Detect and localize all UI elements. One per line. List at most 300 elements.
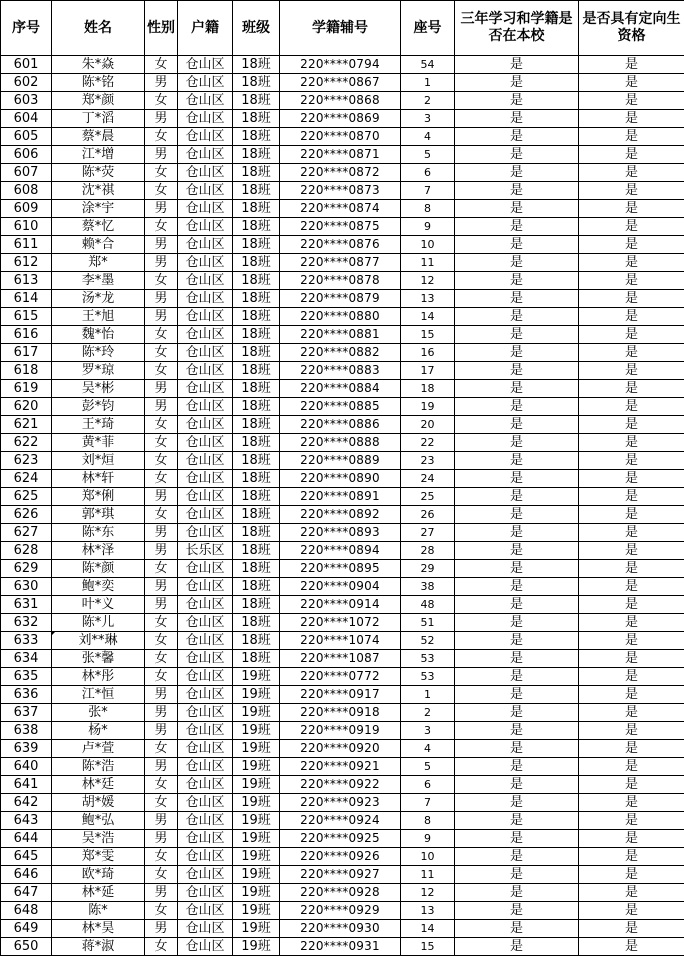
cell-hukou: 仓山区 xyxy=(178,236,233,254)
cell-three-years: 是 xyxy=(455,56,579,74)
cell-seat: 8 xyxy=(401,812,455,830)
cell-qualified: 是 xyxy=(579,506,684,524)
cell-three-years: 是 xyxy=(455,704,579,722)
cell-class: 18班 xyxy=(233,344,280,362)
cell-class: 18班 xyxy=(233,146,280,164)
cell-seat: 7 xyxy=(401,794,455,812)
cell-name: 蔡*晨 xyxy=(52,128,145,146)
cell-gender: 女 xyxy=(145,938,178,956)
cell-hukou: 仓山区 xyxy=(178,794,233,812)
cell-student-id: 220****0890 xyxy=(280,470,401,488)
cell-name: 赖*合 xyxy=(52,236,145,254)
cell-gender: 女 xyxy=(145,218,178,236)
cell-qualified: 是 xyxy=(579,650,684,668)
cell-gender: 男 xyxy=(145,704,178,722)
table-row xyxy=(1,236,684,254)
cell-name: 陈*颜 xyxy=(52,560,145,578)
cell-class: 19班 xyxy=(233,776,280,794)
cell-no: 621 xyxy=(1,416,52,434)
cell-class: 19班 xyxy=(233,830,280,848)
cell-qualified: 是 xyxy=(579,524,684,542)
cell-hukou: 仓山区 xyxy=(178,92,233,110)
cell-three-years: 是 xyxy=(455,506,579,524)
cell-class: 18班 xyxy=(233,560,280,578)
cell-gender: 男 xyxy=(145,596,178,614)
cell-gender: 女 xyxy=(145,56,178,74)
cell-qualified: 是 xyxy=(579,182,684,200)
cell-student-id: 220****0928 xyxy=(280,884,401,902)
cell-student-id: 220****0917 xyxy=(280,686,401,704)
cell-seat: 10 xyxy=(401,236,455,254)
cell-name: 李*墨 xyxy=(52,272,145,290)
cell-gender: 男 xyxy=(145,722,178,740)
cell-class: 19班 xyxy=(233,794,280,812)
cell-no: 637 xyxy=(1,704,52,722)
cell-class: 18班 xyxy=(233,380,280,398)
cell-gender: 男 xyxy=(145,884,178,902)
cell-name: 陈*儿 xyxy=(52,614,145,632)
cell-no: 643 xyxy=(1,812,52,830)
cell-student-id: 220****0922 xyxy=(280,776,401,794)
header-row xyxy=(1,1,684,56)
table-row xyxy=(1,398,684,416)
cell-hukou: 仓山区 xyxy=(178,776,233,794)
cell-no: 614 xyxy=(1,290,52,308)
cell-name: 江*增 xyxy=(52,146,145,164)
cell-qualified: 是 xyxy=(579,218,684,236)
cell-student-id: 220****0884 xyxy=(280,380,401,398)
cell-student-id: 220****0929 xyxy=(280,902,401,920)
cell-gender: 女 xyxy=(145,128,178,146)
cell-no: 648 xyxy=(1,902,52,920)
cell-hukou: 仓山区 xyxy=(178,398,233,416)
cell-no: 612 xyxy=(1,254,52,272)
cell-name: 鲍*奕 xyxy=(52,578,145,596)
cell-class: 18班 xyxy=(233,308,280,326)
cell-student-id: 220****0893 xyxy=(280,524,401,542)
cell-student-id: 220****0927 xyxy=(280,866,401,884)
cell-class: 18班 xyxy=(233,506,280,524)
cell-no: 650 xyxy=(1,938,52,956)
cell-student-id: 220****1074 xyxy=(280,632,401,650)
cell-name: 鲍*弘 xyxy=(52,812,145,830)
cell-class: 18班 xyxy=(233,596,280,614)
cell-seat: 53 xyxy=(401,650,455,668)
table-row xyxy=(1,614,684,632)
cell-student-id: 220****0873 xyxy=(280,182,401,200)
cell-no: 639 xyxy=(1,740,52,758)
cell-class: 18班 xyxy=(233,452,280,470)
cell-no: 642 xyxy=(1,794,52,812)
cell-student-id: 220****0925 xyxy=(280,830,401,848)
cell-three-years: 是 xyxy=(455,290,579,308)
header-hukou: 户籍 xyxy=(178,1,233,56)
cell-three-years: 是 xyxy=(455,434,579,452)
cell-student-id: 220****0891 xyxy=(280,488,401,506)
cell-seat: 54 xyxy=(401,56,455,74)
cell-hukou: 仓山区 xyxy=(178,254,233,272)
cell-name: 张*馨 xyxy=(52,650,145,668)
cell-three-years: 是 xyxy=(455,722,579,740)
cell-name: 陈*东 xyxy=(52,524,145,542)
cell-gender: 女 xyxy=(145,848,178,866)
cell-student-id: 220****0876 xyxy=(280,236,401,254)
cell-hukou: 仓山区 xyxy=(178,290,233,308)
cell-gender: 女 xyxy=(145,272,178,290)
header-name: 姓名 xyxy=(52,1,145,56)
cell-no: 629 xyxy=(1,560,52,578)
cell-class: 19班 xyxy=(233,668,280,686)
cell-no: 625 xyxy=(1,488,52,506)
cell-no: 601 xyxy=(1,56,52,74)
cell-qualified: 是 xyxy=(579,380,684,398)
cell-student-id: 220****0885 xyxy=(280,398,401,416)
cell-qualified: 是 xyxy=(579,830,684,848)
cell-hukou: 仓山区 xyxy=(178,182,233,200)
cell-three-years: 是 xyxy=(455,200,579,218)
cell-gender: 女 xyxy=(145,794,178,812)
cell-no: 607 xyxy=(1,164,52,182)
table-row xyxy=(1,488,684,506)
cell-seat: 14 xyxy=(401,308,455,326)
cell-no: 605 xyxy=(1,128,52,146)
cell-seat: 51 xyxy=(401,614,455,632)
table-row xyxy=(1,200,684,218)
cell-name: 郑*雯 xyxy=(52,848,145,866)
header-seat: 座号 xyxy=(401,1,455,56)
cell-qualified: 是 xyxy=(579,308,684,326)
cell-seat: 12 xyxy=(401,884,455,902)
cell-three-years: 是 xyxy=(455,632,579,650)
cell-name: 朱*焱 xyxy=(52,56,145,74)
cell-three-years: 是 xyxy=(455,398,579,416)
cell-seat: 23 xyxy=(401,452,455,470)
cell-name: 汤*龙 xyxy=(52,290,145,308)
cell-no: 644 xyxy=(1,830,52,848)
cell-name: 王*琦 xyxy=(52,416,145,434)
cell-class: 18班 xyxy=(233,542,280,560)
cell-hukou: 仓山区 xyxy=(178,614,233,632)
cell-seat: 14 xyxy=(401,920,455,938)
cell-hukou: 仓山区 xyxy=(178,740,233,758)
cell-qualified: 是 xyxy=(579,632,684,650)
cell-gender: 男 xyxy=(145,758,178,776)
cell-no: 611 xyxy=(1,236,52,254)
cell-seat: 48 xyxy=(401,596,455,614)
cell-gender: 女 xyxy=(145,614,178,632)
cell-gender: 女 xyxy=(145,776,178,794)
cell-qualified: 是 xyxy=(579,542,684,560)
cell-qualified: 是 xyxy=(579,488,684,506)
cell-seat: 28 xyxy=(401,542,455,560)
cell-no: 618 xyxy=(1,362,52,380)
cell-no: 608 xyxy=(1,182,52,200)
cell-hukou: 仓山区 xyxy=(178,488,233,506)
table-row xyxy=(1,686,684,704)
cell-hukou: 仓山区 xyxy=(178,164,233,182)
cell-class: 18班 xyxy=(233,326,280,344)
cell-gender: 女 xyxy=(145,362,178,380)
cell-three-years: 是 xyxy=(455,92,579,110)
cell-hukou: 仓山区 xyxy=(178,272,233,290)
cell-three-years: 是 xyxy=(455,596,579,614)
cell-qualified: 是 xyxy=(579,56,684,74)
cell-gender: 男 xyxy=(145,686,178,704)
cell-hukou: 仓山区 xyxy=(178,650,233,668)
cell-gender: 女 xyxy=(145,470,178,488)
cell-name: 刘*烜 xyxy=(52,452,145,470)
cell-seat: 52 xyxy=(401,632,455,650)
cell-three-years: 是 xyxy=(455,560,579,578)
cell-three-years: 是 xyxy=(455,182,579,200)
cell-gender: 男 xyxy=(145,812,178,830)
cell-class: 18班 xyxy=(233,524,280,542)
cell-comment-marker xyxy=(52,631,56,635)
cell-no: 638 xyxy=(1,722,52,740)
cell-seat: 4 xyxy=(401,740,455,758)
cell-three-years: 是 xyxy=(455,902,579,920)
table-row xyxy=(1,884,684,902)
cell-name: 吴*彬 xyxy=(52,380,145,398)
cell-student-id: 220****0868 xyxy=(280,92,401,110)
cell-name: 张* xyxy=(52,704,145,722)
cell-hukou: 仓山区 xyxy=(178,470,233,488)
cell-gender: 男 xyxy=(145,398,178,416)
cell-gender: 男 xyxy=(145,146,178,164)
cell-no: 615 xyxy=(1,308,52,326)
cell-three-years: 是 xyxy=(455,776,579,794)
cell-student-id: 220****1087 xyxy=(280,650,401,668)
cell-qualified: 是 xyxy=(579,794,684,812)
cell-gender: 男 xyxy=(145,920,178,938)
cell-hukou: 仓山区 xyxy=(178,938,233,956)
cell-student-id: 220****0878 xyxy=(280,272,401,290)
cell-qualified: 是 xyxy=(579,902,684,920)
cell-student-id: 220****0879 xyxy=(280,290,401,308)
cell-name: 叶*义 xyxy=(52,596,145,614)
table-row xyxy=(1,938,684,956)
cell-class: 18班 xyxy=(233,470,280,488)
cell-seat: 2 xyxy=(401,704,455,722)
cell-name: 陈*铭 xyxy=(52,74,145,92)
cell-qualified: 是 xyxy=(579,290,684,308)
cell-three-years: 是 xyxy=(455,380,579,398)
cell-three-years: 是 xyxy=(455,686,579,704)
cell-class: 18班 xyxy=(233,650,280,668)
cell-name: 黄*菲 xyxy=(52,434,145,452)
cell-class: 18班 xyxy=(233,92,280,110)
cell-qualified: 是 xyxy=(579,200,684,218)
cell-no: 613 xyxy=(1,272,52,290)
cell-seat: 12 xyxy=(401,272,455,290)
cell-three-years: 是 xyxy=(455,218,579,236)
cell-qualified: 是 xyxy=(579,776,684,794)
cell-seat: 27 xyxy=(401,524,455,542)
cell-three-years: 是 xyxy=(455,614,579,632)
header-gender: 性别 xyxy=(145,1,178,56)
cell-no: 617 xyxy=(1,344,52,362)
table-row xyxy=(1,254,684,272)
cell-student-id: 220****0883 xyxy=(280,362,401,380)
cell-qualified: 是 xyxy=(579,110,684,128)
cell-seat: 6 xyxy=(401,776,455,794)
table-row xyxy=(1,920,684,938)
cell-qualified: 是 xyxy=(579,704,684,722)
cell-no: 630 xyxy=(1,578,52,596)
cell-hukou: 仓山区 xyxy=(178,578,233,596)
cell-gender: 男 xyxy=(145,290,178,308)
table-row xyxy=(1,272,684,290)
header-class: 班级 xyxy=(233,1,280,56)
cell-name: 林*彤 xyxy=(52,668,145,686)
cell-qualified: 是 xyxy=(579,614,684,632)
cell-gender: 女 xyxy=(145,92,178,110)
cell-seat: 29 xyxy=(401,560,455,578)
cell-seat: 13 xyxy=(401,290,455,308)
cell-student-id: 220****0867 xyxy=(280,74,401,92)
header-qualified: 是否具有定向生资格 xyxy=(579,1,684,56)
cell-name: 彭*钧 xyxy=(52,398,145,416)
table-row xyxy=(1,380,684,398)
cell-hukou: 仓山区 xyxy=(178,722,233,740)
cell-qualified: 是 xyxy=(579,758,684,776)
cell-class: 18班 xyxy=(233,200,280,218)
cell-hukou: 长乐区 xyxy=(178,542,233,560)
cell-name: 吴*浩 xyxy=(52,830,145,848)
cell-seat: 38 xyxy=(401,578,455,596)
cell-name: 郑* xyxy=(52,254,145,272)
cell-no: 649 xyxy=(1,920,52,938)
cell-three-years: 是 xyxy=(455,884,579,902)
cell-student-id: 220****0886 xyxy=(280,416,401,434)
cell-class: 18班 xyxy=(233,254,280,272)
cell-three-years: 是 xyxy=(455,488,579,506)
cell-name: 江*恒 xyxy=(52,686,145,704)
table-row xyxy=(1,92,684,110)
cell-seat: 7 xyxy=(401,182,455,200)
table-row xyxy=(1,470,684,488)
cell-three-years: 是 xyxy=(455,740,579,758)
cell-seat: 20 xyxy=(401,416,455,434)
cell-hukou: 仓山区 xyxy=(178,812,233,830)
cell-name: 王*旭 xyxy=(52,308,145,326)
cell-gender: 男 xyxy=(145,236,178,254)
cell-hukou: 仓山区 xyxy=(178,434,233,452)
cell-qualified: 是 xyxy=(579,434,684,452)
cell-class: 19班 xyxy=(233,740,280,758)
cell-three-years: 是 xyxy=(455,920,579,938)
cell-three-years: 是 xyxy=(455,848,579,866)
cell-no: 623 xyxy=(1,452,52,470)
cell-three-years: 是 xyxy=(455,668,579,686)
cell-hukou: 仓山区 xyxy=(178,416,233,434)
cell-name: 林*昊 xyxy=(52,920,145,938)
cell-student-id: 220****0904 xyxy=(280,578,401,596)
cell-seat: 3 xyxy=(401,110,455,128)
cell-gender: 女 xyxy=(145,416,178,434)
cell-three-years: 是 xyxy=(455,272,579,290)
cell-gender: 女 xyxy=(145,668,178,686)
cell-name: 蒋*淑 xyxy=(52,938,145,956)
cell-three-years: 是 xyxy=(455,74,579,92)
cell-student-id: 220****0875 xyxy=(280,218,401,236)
cell-name: 郭*琪 xyxy=(52,506,145,524)
cell-qualified: 是 xyxy=(579,452,684,470)
cell-gender: 女 xyxy=(145,326,178,344)
cell-no: 603 xyxy=(1,92,52,110)
cell-student-id: 220****0894 xyxy=(280,542,401,560)
cell-three-years: 是 xyxy=(455,794,579,812)
cell-qualified: 是 xyxy=(579,740,684,758)
cell-student-id: 220****0892 xyxy=(280,506,401,524)
cell-three-years: 是 xyxy=(455,938,579,956)
table-row xyxy=(1,812,684,830)
cell-qualified: 是 xyxy=(579,938,684,956)
cell-hukou: 仓山区 xyxy=(178,686,233,704)
cell-three-years: 是 xyxy=(455,146,579,164)
cell-gender: 男 xyxy=(145,524,178,542)
cell-hukou: 仓山区 xyxy=(178,560,233,578)
cell-seat: 15 xyxy=(401,938,455,956)
cell-student-id: 220****0919 xyxy=(280,722,401,740)
cell-hukou: 仓山区 xyxy=(178,344,233,362)
table-row xyxy=(1,758,684,776)
cell-name: 胡*媛 xyxy=(52,794,145,812)
table-row xyxy=(1,740,684,758)
cell-no: 620 xyxy=(1,398,52,416)
table-row xyxy=(1,218,684,236)
cell-class: 18班 xyxy=(233,434,280,452)
table-row xyxy=(1,704,684,722)
header-student-id: 学籍辅号 xyxy=(280,1,401,56)
cell-gender: 女 xyxy=(145,164,178,182)
cell-no: 646 xyxy=(1,866,52,884)
cell-no: 626 xyxy=(1,506,52,524)
cell-seat: 13 xyxy=(401,902,455,920)
cell-gender: 男 xyxy=(145,308,178,326)
cell-name: 卢*萱 xyxy=(52,740,145,758)
cell-qualified: 是 xyxy=(579,578,684,596)
table-row xyxy=(1,290,684,308)
cell-class: 18班 xyxy=(233,236,280,254)
cell-no: 619 xyxy=(1,380,52,398)
cell-hukou: 仓山区 xyxy=(178,632,233,650)
cell-qualified: 是 xyxy=(579,74,684,92)
cell-qualified: 是 xyxy=(579,920,684,938)
cell-gender: 男 xyxy=(145,830,178,848)
cell-name: 蔡*忆 xyxy=(52,218,145,236)
cell-three-years: 是 xyxy=(455,236,579,254)
cell-seat: 4 xyxy=(401,128,455,146)
cell-student-id: 220****0914 xyxy=(280,596,401,614)
cell-student-id: 220****0877 xyxy=(280,254,401,272)
table-row xyxy=(1,326,684,344)
cell-gender: 男 xyxy=(145,488,178,506)
cell-qualified: 是 xyxy=(579,884,684,902)
table-row xyxy=(1,632,684,650)
cell-name: 刘**琳 xyxy=(52,632,145,650)
cell-student-id: 220****0871 xyxy=(280,146,401,164)
cell-no: 640 xyxy=(1,758,52,776)
cell-class: 18班 xyxy=(233,632,280,650)
cell-seat: 11 xyxy=(401,866,455,884)
table-row xyxy=(1,722,684,740)
cell-student-id: 220****0924 xyxy=(280,812,401,830)
cell-seat: 9 xyxy=(401,218,455,236)
cell-hukou: 仓山区 xyxy=(178,758,233,776)
cell-qualified: 是 xyxy=(579,686,684,704)
cell-qualified: 是 xyxy=(579,146,684,164)
